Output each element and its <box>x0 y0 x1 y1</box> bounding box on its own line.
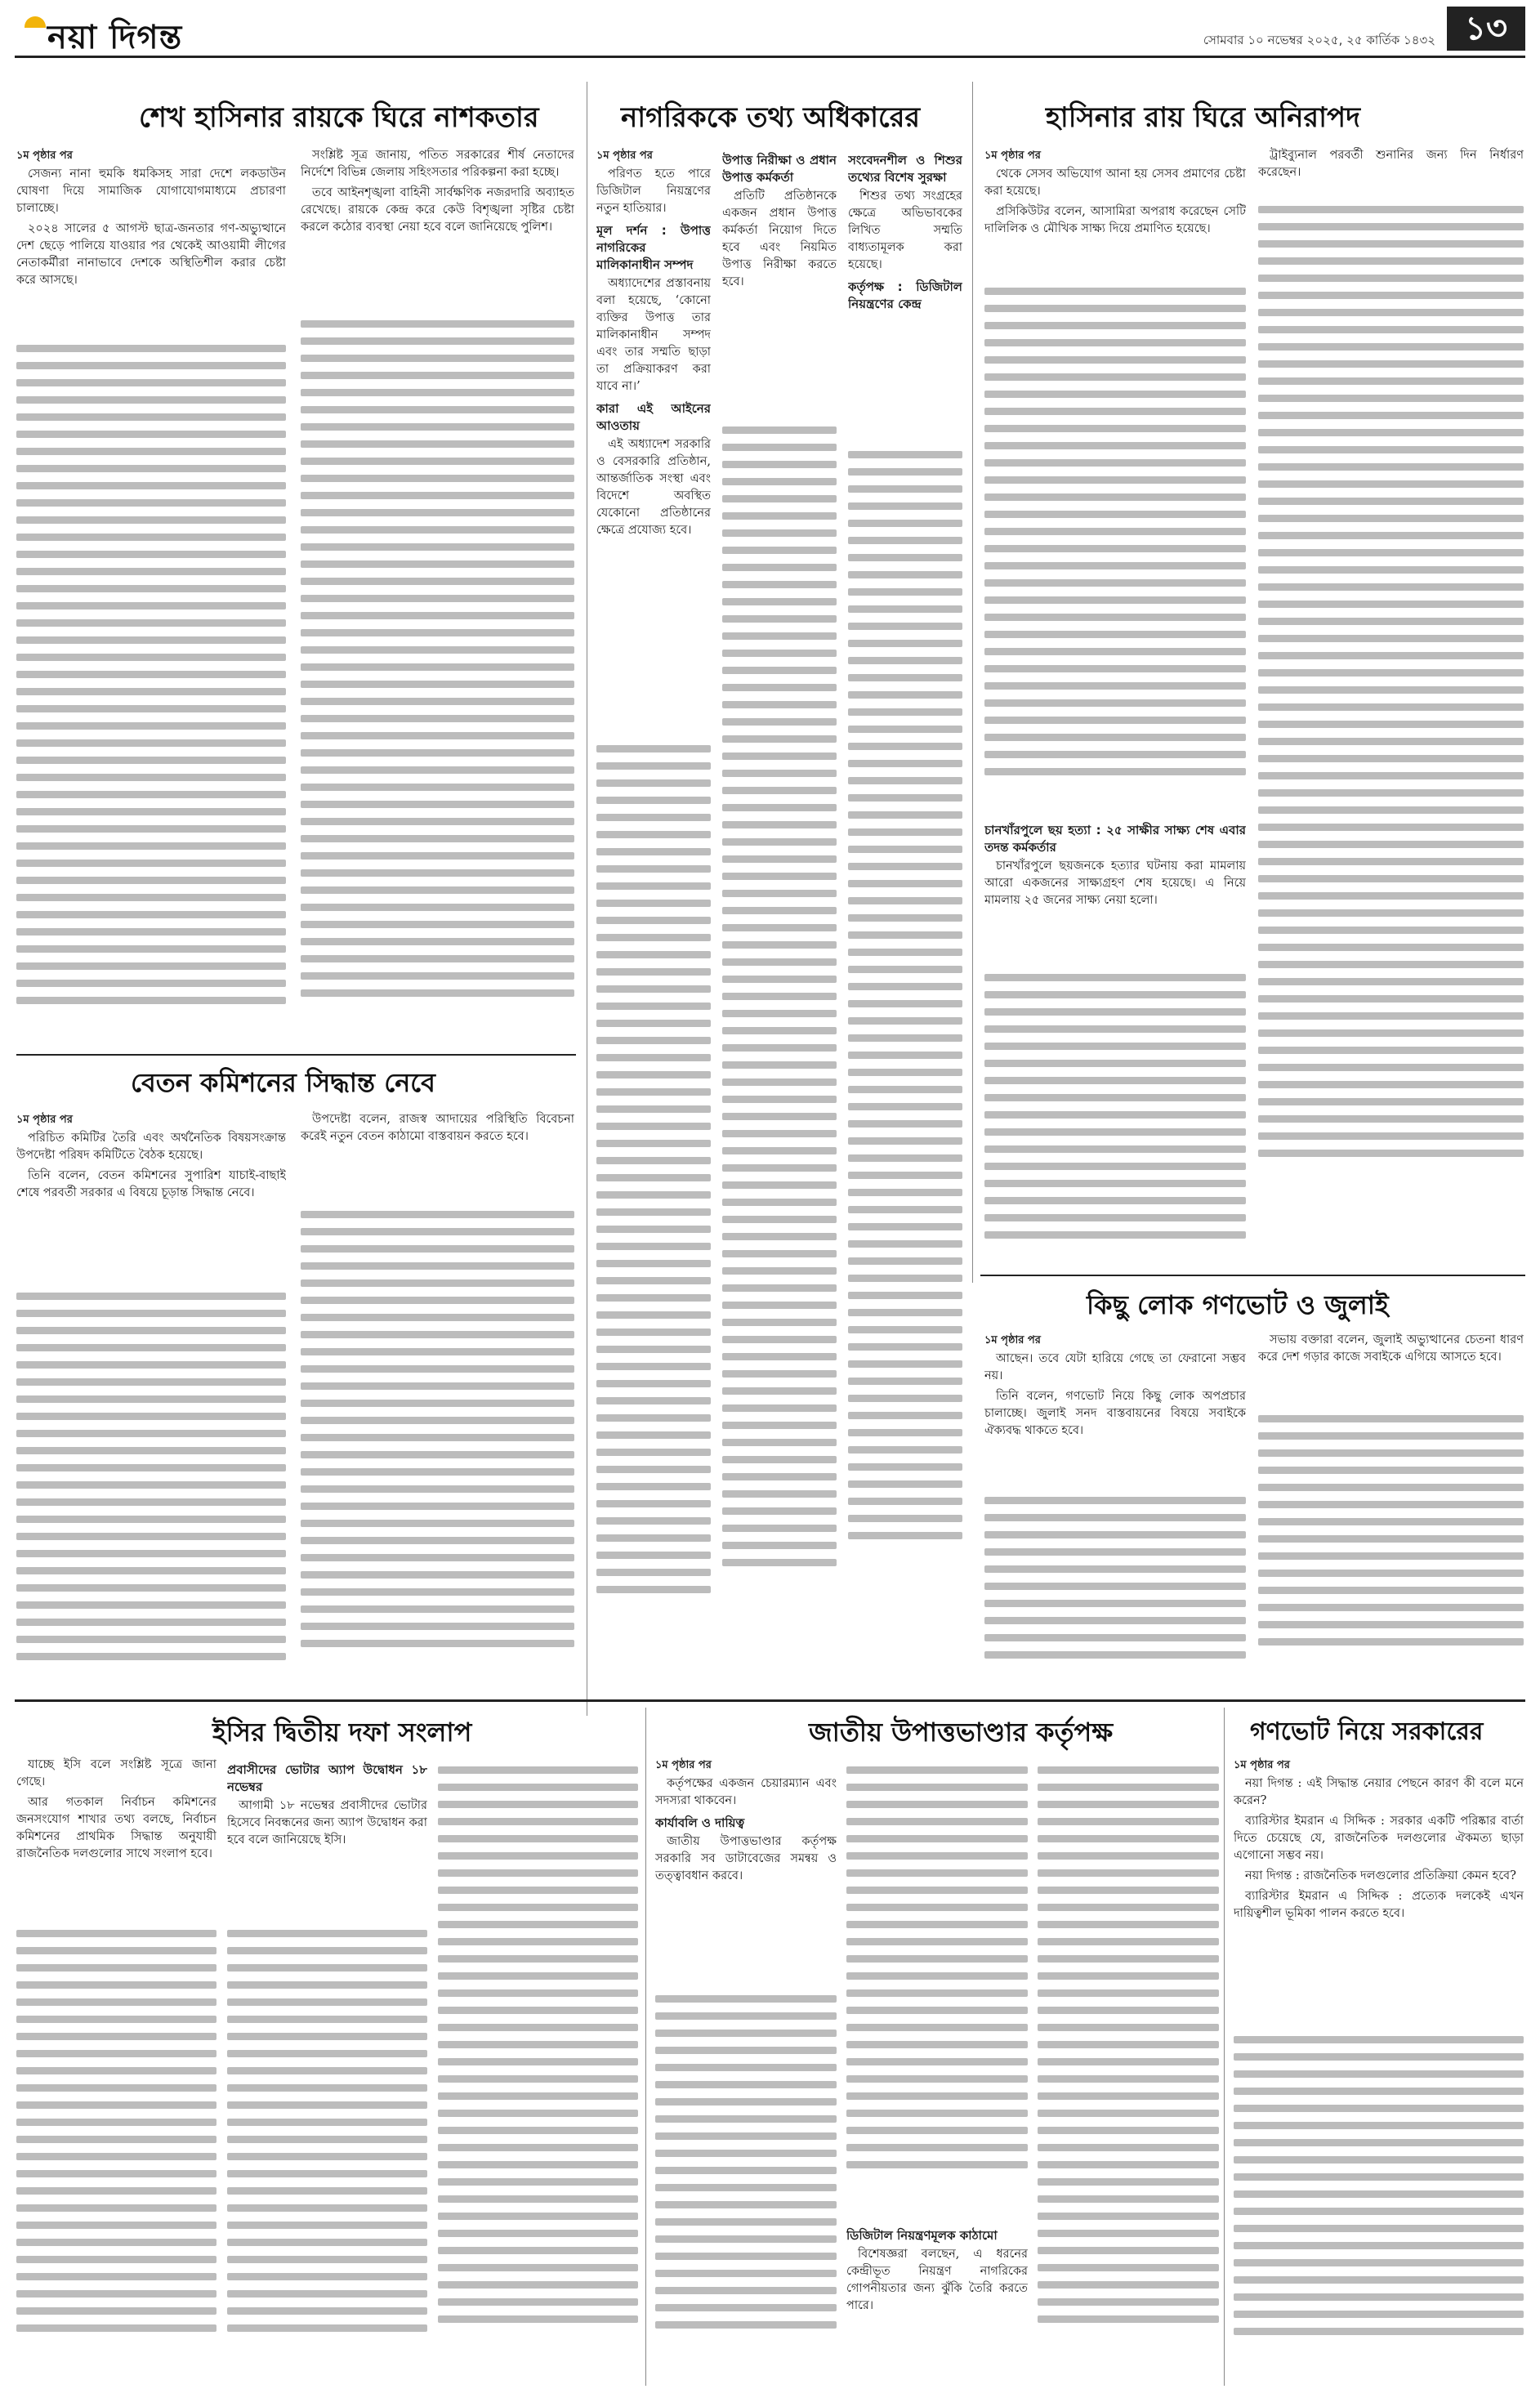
headline-referendum-government[interactable]: গণভোট নিয়ে সরকারের <box>1250 1717 1484 1746</box>
story-5-column-1 <box>984 1332 1246 1683</box>
story-5-body-text-placeholder <box>984 1487 1246 1675</box>
story-4-column-2 <box>1258 147 1524 1258</box>
story-2-column-1 <box>16 1111 286 1683</box>
story-3-paragraph: অধ্যাদেশের প্রস্তাবনায় বলা হয়েছে, ‘কোনো ব্যক্তির উপাত্ত তার মালিকানাধীন সম্পদ এবং তার সম্মতি ছাড়া তা প্রক্রিয়াকরণ করা যাবে না।’ <box>596 277 711 393</box>
story-1-paragraph: সংশ্লিষ্ট সূত্র জানায়, পতিত সরকারের শীর্ষ নেতাদের নির্দেশে বিভিন্ন জেলায় সহিংসতার পরিকল্পনা করা হচ্ছে। <box>301 149 574 179</box>
story-3-column-2 <box>722 147 837 1683</box>
story-5-paragraph: আছেন। তবে যেটা হারিয়ে গেছে তা ফেরানো সম্ভব নয়। <box>984 1352 1246 1382</box>
story-7-column-2 <box>846 1757 1028 2386</box>
story-5-column-2 <box>1258 1332 1524 1683</box>
story-2-paragraph: তিনি বলেন, বেতন কমিশনের সুপারিশ যাচাই-বাছাই শেষে পরবর্তী সরকার এ বিষয়ে চূড়ান্ত সিদ্ধান্ত নেবে। <box>16 1169 286 1199</box>
continued-label: ১ম পৃষ্ঠার পর <box>16 150 73 162</box>
story-3-paragraph: এই অধ্যাদেশ সরকারি ও বেসরকারি প্রতিষ্ঠান, আন্তর্জাতিক সংস্থা এবং বিদেশে অবস্থিত যেকোনো প্রতিষ্ঠানের ক্ষেত্রে প্রযোজ্য হবে। <box>596 438 711 537</box>
story-7-column-3 <box>1038 1757 1219 2386</box>
continued-label: ১ম পৃষ্ঠার পর <box>655 1759 712 1771</box>
dateline: সোমবার ১০ নভেম্বর ২০২৫, ২৫ কার্তিক ১৪৩২ <box>1203 33 1435 47</box>
story-7-paragraph: জাতীয় উপাত্তভাণ্ডার কর্তৃপক্ষ সরকারি সব ডাটাবেজের সমন্বয় ও তত্ত্বাবধান করবে। <box>655 1835 837 1882</box>
story-6-column-3 <box>438 1757 638 2386</box>
story-divider <box>16 1054 576 1056</box>
story-2-column-2 <box>301 1111 574 1683</box>
story-6-body-text-placeholder <box>438 1757 638 2378</box>
story-7-subhead: কার্যাবলি ও দায়িত্ব <box>655 1815 745 1830</box>
story-1-body-text-placeholder <box>16 335 286 1038</box>
story-1-column-2 <box>301 147 574 1046</box>
story-5-body-text-placeholder <box>1258 1405 1524 1675</box>
story-1-body-text-placeholder <box>301 310 574 1038</box>
story-8-paragraph: নয়া দিগন্ত : রাজনৈতিক দলগুলোর প্রতিক্রিয়া কেমন হবে? <box>1245 1869 1516 1882</box>
story-7-body-text-placeholder <box>846 1757 1028 2214</box>
story-6-paragraph: যাচ্ছে ইসি বলে সংশ্লিষ্ট সূত্রে জানা গেছে। <box>16 1758 216 1788</box>
story-6-column-2 <box>227 1757 427 2386</box>
story-6-paragraph: আর গতকাল নির্বাচন কমিশনের জনসংযোগ শাখার তথ্য বলছে, নির্বাচন কমিশনের প্রাথমিক সিদ্ধান্ত অনুযায়ী রাজনৈতিক দলগুলোর সাথে সংলাপ হবে। <box>16 1796 216 1860</box>
logo-text: নয়া দিগন্ত <box>47 19 183 56</box>
story-3-paragraph: শিশুর তথ্য সংগ্রহের ক্ষেত্রে অভিভাবকের লিখিত সম্মতি বাধ্যতামূলক করা হয়েছে। <box>848 190 962 271</box>
story-8-paragraph: ব্যারিস্টার ইমরান এ সিদ্দিক : প্রত্যেক দলকেই এখন দায়িত্বশীল ভূমিকা পালন করতে হবে। <box>1234 1890 1524 1920</box>
continued-label: ১ম পৃষ্ঠার পর <box>1234 1759 1290 1771</box>
story-5-paragraph: সভায় বক্তারা বলেন, জুলাই অভ্যুত্থানের চেতনা ধারণ করে দেশ গড়ার কাজে সবাইকে এগিয়ে আসতে হবে। <box>1258 1333 1524 1364</box>
story-7-body-text-placeholder <box>1038 1757 1219 2378</box>
story-2-paragraph: পরিচিত কমিটির তৈরি এবং অর্থনৈতিক বিষয়সংক্রান্ত উপদেষ্টা পরিষদ কমিটিতে বৈঠক হয়েছে। <box>16 1132 286 1162</box>
column-divider <box>1224 1708 1225 2386</box>
headline-national-data-authority[interactable]: জাতীয় উপাত্তভাণ্ডার কর্তৃপক্ষ <box>809 1717 1114 1748</box>
headline-ec-second-dialogue[interactable]: ইসির দ্বিতীয় দফা সংলাপ <box>212 1717 472 1748</box>
story-4-paragraph: ট্রাইব্যুনাল পরবর্তী শুনানির জন্য দিন নির্ধারণ করেছেন। <box>1258 149 1524 179</box>
story-3-paragraph: প্রতিটি প্রতিষ্ঠানকে একজন প্রধান উপাত্ত কর্মকর্তা নিয়োগ দিতে হবে এবং নিয়মিত উপাত্ত নিরীক্ষা করতে হবে। <box>722 190 837 288</box>
page-number: ১৩ <box>1447 7 1525 51</box>
story-4-paragraph: থেকে সেসব অভিযোগ আনা হয় সেসব প্রমাণের চেষ্টা করা হয়েছে। <box>984 167 1246 198</box>
story-2-body-text-placeholder <box>16 1283 286 1675</box>
story-7-column-1 <box>655 1757 837 2386</box>
story-6-column-1 <box>16 1757 216 2386</box>
story-1-column-1 <box>16 147 286 1046</box>
story-2-paragraph: উপদেষ্টা বলেন, রাজস্ব আদায়ের পরিস্থিতি বিবেচনা করেই নতুন বেতন কাঠামো বাস্তবায়ন করতে হবে। <box>301 1113 574 1143</box>
story-1-paragraph: তবে আইনশৃঙ্খলা বাহিনী সার্বক্ষণিক নজরদারি অব্যাহত রেখেছে। রায়কে কেন্দ্র করে কেউ বিশৃঙ্খলা সৃষ্টির চেষ্টা করলে কঠোর ব্যবস্থা নেয়া হবে বলে জানিয়েছে পুলিশ। <box>301 186 574 234</box>
story-7-subhead: ডিজিটাল নিয়ন্ত্রণমূলক কাঠামো <box>846 2228 998 2243</box>
story-4-body-text-placeholder <box>984 964 1246 1250</box>
continued-label: ১ম পৃষ্ঠার পর <box>596 150 653 162</box>
story-4-column-1 <box>984 147 1246 1258</box>
column-divider <box>972 82 973 1283</box>
story-8-column-1 <box>1234 1757 1524 2386</box>
story-4-body-text-placeholder <box>984 278 1246 809</box>
headline-referendum-july[interactable]: কিছু লোক গণভোট ও জুলাই <box>1087 1289 1389 1320</box>
story-7-body-text-placeholder <box>655 1985 837 2378</box>
story-4-paragraph: প্রসিকিউটর বলেন, আসামিরা অপরাধ করেছেন সেটি দালিলিক ও মৌখিক সাক্ষ্য দিয়ে প্রমাণিত হয়েছে। <box>984 205 1246 235</box>
headline-hasina-verdict-unsafe[interactable]: হাসিনার রায় ঘিরে অনিরাপদ <box>1046 101 1360 134</box>
headline-citizen-information-right[interactable]: নাগরিককে তথ্য অধিকারের <box>621 101 921 134</box>
story-4-paragraph: চানখাঁরপুলে ছয়জনকে হত্যার ঘটনায় করা মামলায় আরো একজনের সাক্ষ্যগ্রহণ শেষ হয়েছে। এ নিয়ে মামলায় ২৫ জনের সাক্ষ্য নেয়া হলো। <box>984 860 1246 907</box>
story-3-body-text-placeholder <box>848 441 962 1675</box>
story-6-body-text-placeholder <box>227 1920 427 2378</box>
story-7-paragraph: কর্তৃপক্ষের একজন চেয়ারম্যান এবং সদস্যরা থাকবেন। <box>655 1777 837 1807</box>
story-3-paragraph: পরিণত হতে পারে ডিজিটাল নিয়ন্ত্রণের নতুন হাতিয়ার। <box>596 167 711 215</box>
story-6-paragraph: আগামী ১৮ নভেম্বর প্রবাসীদের ভোটার হিসেবে নিবন্ধনের জন্য অ্যাপ উদ্বোধন করা হবে বলে জানিয়েছে ইসি। <box>227 1799 427 1847</box>
story-3-body-text-placeholder <box>596 735 711 1675</box>
story-1-paragraph: ২০২৪ সালের ৫ আগস্ট ছাত্র-জনতার গণ-অভ্যুত্থানে দেশ ছেড়ে পালিয়ে যাওয়ার পর থেকেই আওয়ামী লীগের নেতাকর্মীরা নানাভাবে দেশকে অস্থিতিশীল করার চেষ্টা করে আসছে। <box>16 222 286 287</box>
story-3-column-3 <box>848 147 962 1683</box>
story-8-paragraph: ব্যারিস্টার ইমরান এ সিদ্দিক : সরকার একটি পরিষ্কার বার্তা দিতে চেয়েছে যে, রাজনৈতিক দলগুলোর ঐকমত্য ছাড়া এগোনো সম্ভব নয়। <box>1234 1815 1524 1862</box>
story-6-subhead: প্রবাসীদের ভোটার অ্যাপ উদ্বোধন ১৮ নভেম্বর <box>227 1762 427 1794</box>
story-8-paragraph: নয়া দিগন্ত : এই সিদ্ধান্ত নেয়ার পেছনে কারণ কী বলে মনে করেন? <box>1234 1777 1524 1807</box>
story-3-subhead: কারা এই আইনের আওতায় <box>596 401 711 433</box>
story-1-paragraph: সেজন্য নানা হুমকি ধমকিসহ সারা দেশে লকডাউন ঘোষণা দিয়ে সামাজিক যোগাযোগমাধ্যমে প্রচারণা চালাচ্ছে। <box>16 167 286 215</box>
column-divider <box>645 1708 646 2386</box>
story-7-paragraph: বিশেষজ্ঞরা বলছেন, এ ধরনের কেন্দ্রীভূত নিয়ন্ত্রণ নাগরিকের গোপনীয়তার জন্য ঝুঁকি তৈরি করতে পারে। <box>846 2248 1028 2312</box>
story-8-body-text-placeholder <box>1234 2026 1524 2378</box>
newspaper-logo[interactable] <box>23 11 182 66</box>
story-3-column-1 <box>596 147 711 1683</box>
headline-hasina-verdict-sabotage[interactable]: শেখ হাসিনার রায়কে ঘিরে নাশকতার <box>139 101 539 134</box>
continued-label: ১ম পৃষ্ঠার পর <box>16 1114 73 1126</box>
story-6-body-text-placeholder <box>16 1920 216 2378</box>
continued-label: ১ম পৃষ্ঠার পর <box>984 1334 1041 1346</box>
continued-label: ১ম পৃষ্ঠার পর <box>984 150 1041 162</box>
headline-pay-commission[interactable]: বেতন কমিশনের সিদ্ধান্ত নেবে <box>131 1067 435 1098</box>
story-2-body-text-placeholder <box>301 1201 574 1675</box>
story-5-paragraph: তিনি বলেন, গণভোট নিয়ে কিছু লোক অপপ্রচার চালাচ্ছে। জুলাই সনদ বাস্তবায়নের বিষয়ে সবাইকে ঐক্যবদ্ধ থাকতে হবে। <box>984 1390 1246 1437</box>
sun-icon <box>25 16 46 28</box>
story-3-subhead: সংবেদনশীল ও শিশুর তথ্যের বিশেষ সুরক্ষা <box>848 153 962 185</box>
story-3-subhead: উপাত্ত নিরীক্ষা ও প্রধান উপাত্ত কর্মকর্তা <box>722 153 837 185</box>
story-divider <box>980 1275 1525 1276</box>
story-4-body-text-placeholder <box>1258 196 1524 1250</box>
story-3-subhead: কর্তৃপক্ষ : ডিজিটাল নিয়ন্ত্রণের কেন্দ্র <box>848 279 962 311</box>
masthead <box>15 7 1525 58</box>
bottom-band-divider <box>15 1699 1525 1702</box>
story-3-body-text-placeholder <box>722 417 837 1675</box>
story-4-subhead: চানখাঁরপুলে ছয় হত্যা : ২৫ সাক্ষীর সাক্ষ্য শেষ এবার তদন্ত কর্মকর্তার <box>984 823 1246 855</box>
story-3-subhead: মূল দর্শন : উপাত্ত নাগরিকের মালিকানাধীন সম্পদ <box>596 223 711 272</box>
